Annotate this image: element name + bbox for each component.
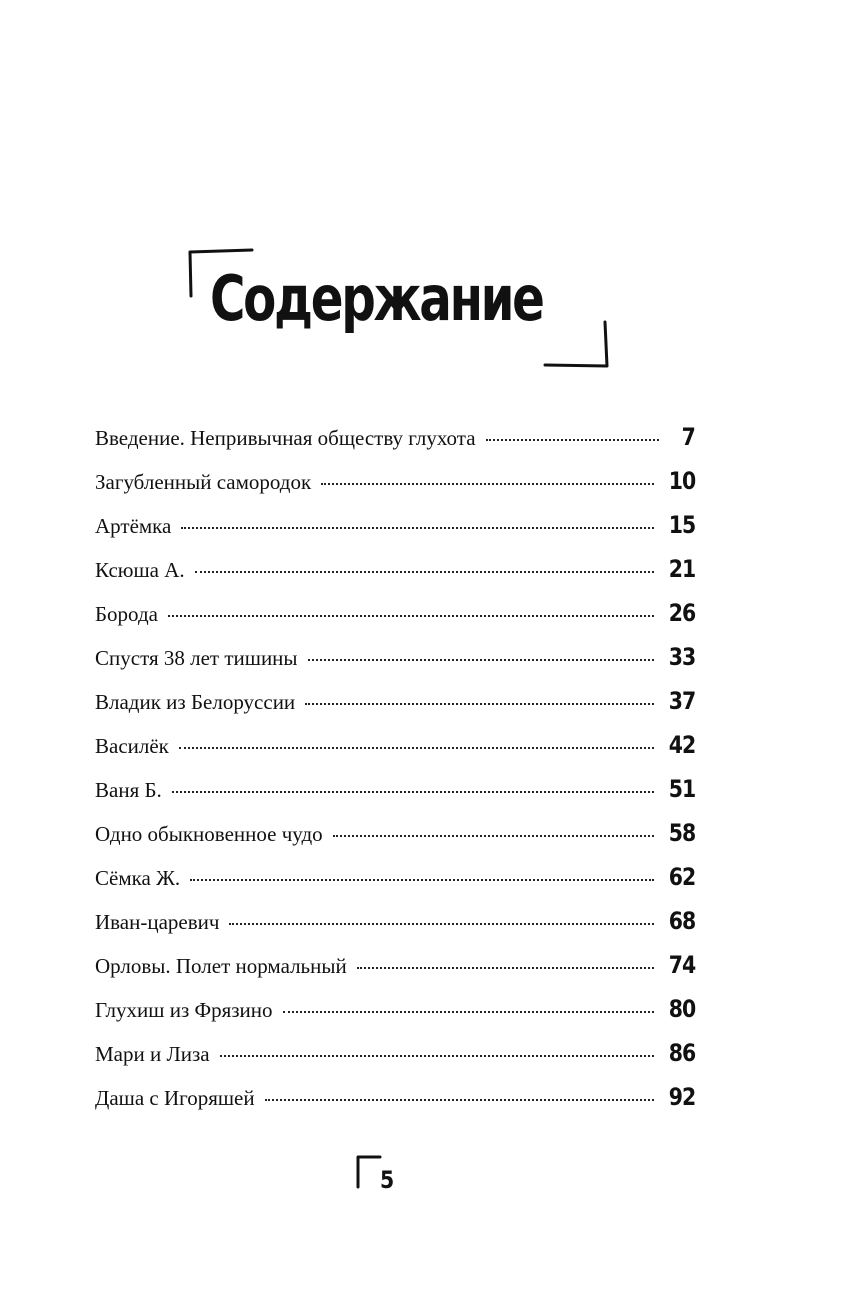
toc-entry-page: 86 <box>668 1039 695 1067</box>
dot-leader <box>265 1099 654 1101</box>
toc-entry-title: Иван-царевич <box>95 910 220 934</box>
toc-entry[interactable] <box>95 555 695 599</box>
dot-leader <box>283 1011 654 1013</box>
toc-entry[interactable] <box>95 995 695 1039</box>
dot-leader <box>179 747 654 749</box>
toc-entry-page: 7 <box>681 423 695 451</box>
dot-leader <box>333 835 654 837</box>
dot-leader <box>181 527 653 529</box>
toc-entry-title: Ваня Б. <box>95 778 162 802</box>
toc-entry[interactable] <box>95 907 695 951</box>
toc-entry-page: 26 <box>668 599 695 627</box>
toc-entry-page: 80 <box>668 995 695 1023</box>
dot-leader <box>305 703 653 705</box>
dot-leader <box>229 923 653 925</box>
toc-entry[interactable] <box>95 643 695 687</box>
title-block <box>186 246 616 372</box>
toc-entry-page: 62 <box>668 863 695 891</box>
dot-leader <box>172 791 654 793</box>
dot-leader <box>220 1055 654 1057</box>
toc-entry[interactable] <box>95 511 695 555</box>
toc-entry-page: 92 <box>668 1083 695 1111</box>
toc-entry-page: 42 <box>668 731 695 759</box>
toc-entry[interactable] <box>95 951 695 995</box>
toc-entry[interactable] <box>95 1083 695 1127</box>
toc-entry[interactable] <box>95 687 695 731</box>
page-number: 5 <box>380 1166 395 1194</box>
toc-entry[interactable] <box>95 863 695 907</box>
toc-entry-page: 21 <box>668 555 695 583</box>
toc-entry-page: 74 <box>668 951 695 979</box>
toc-entry-page: 10 <box>668 467 695 495</box>
toc-entry[interactable] <box>95 423 695 467</box>
toc-entry-title: Одно обыкновенное чудо <box>95 822 323 846</box>
toc-entry-title: Орловы. Полет нормальный <box>95 954 347 978</box>
toc-entry-title: Глухиш из Фрязино <box>95 998 273 1022</box>
dot-leader <box>308 659 654 661</box>
toc-entry-title: Борода <box>95 602 158 626</box>
toc-entry-title: Мари и Лиза <box>95 1042 210 1066</box>
dot-leader <box>321 483 653 485</box>
toc-entry-page: 33 <box>668 643 695 671</box>
dot-leader <box>195 571 654 573</box>
toc-entry[interactable] <box>95 599 695 643</box>
toc-entry-page: 51 <box>668 775 695 803</box>
toc-entry[interactable] <box>95 1039 695 1083</box>
toc-entry-title: Ксюша А. <box>95 558 185 582</box>
toc-entry-title: Загубленный самородок <box>95 470 312 494</box>
toc-entry-title: Василёк <box>95 734 169 758</box>
dot-leader <box>357 967 654 969</box>
toc-entry-page: 58 <box>668 819 695 847</box>
toc-entry-page: 37 <box>668 687 695 715</box>
toc-entry-title: Введение. Непривычная обществу глухота <box>95 426 476 450</box>
toc-entry[interactable] <box>95 819 695 863</box>
toc-entry-title: Спустя 38 лет тишины <box>95 646 298 670</box>
toc-entry[interactable] <box>95 731 695 775</box>
toc-entry-page: 15 <box>668 511 695 539</box>
toc-entry-title: Владик из Белоруссии <box>95 690 296 714</box>
toc-entry-page: 68 <box>668 907 695 935</box>
dot-leader <box>168 615 654 617</box>
dot-leader <box>486 439 659 441</box>
table-of-contents <box>95 423 695 1127</box>
toc-entry[interactable] <box>95 467 695 511</box>
dot-leader <box>190 879 653 881</box>
toc-entry-title: Артёмка <box>95 514 172 538</box>
toc-entry-title: Сёмка Ж. <box>95 866 181 890</box>
toc-entry[interactable] <box>95 775 695 819</box>
toc-entry-title: Даша с Игоряшей <box>95 1086 255 1110</box>
corner-bracket-bottom-right <box>541 318 616 370</box>
page-title: Содержание <box>210 262 543 335</box>
